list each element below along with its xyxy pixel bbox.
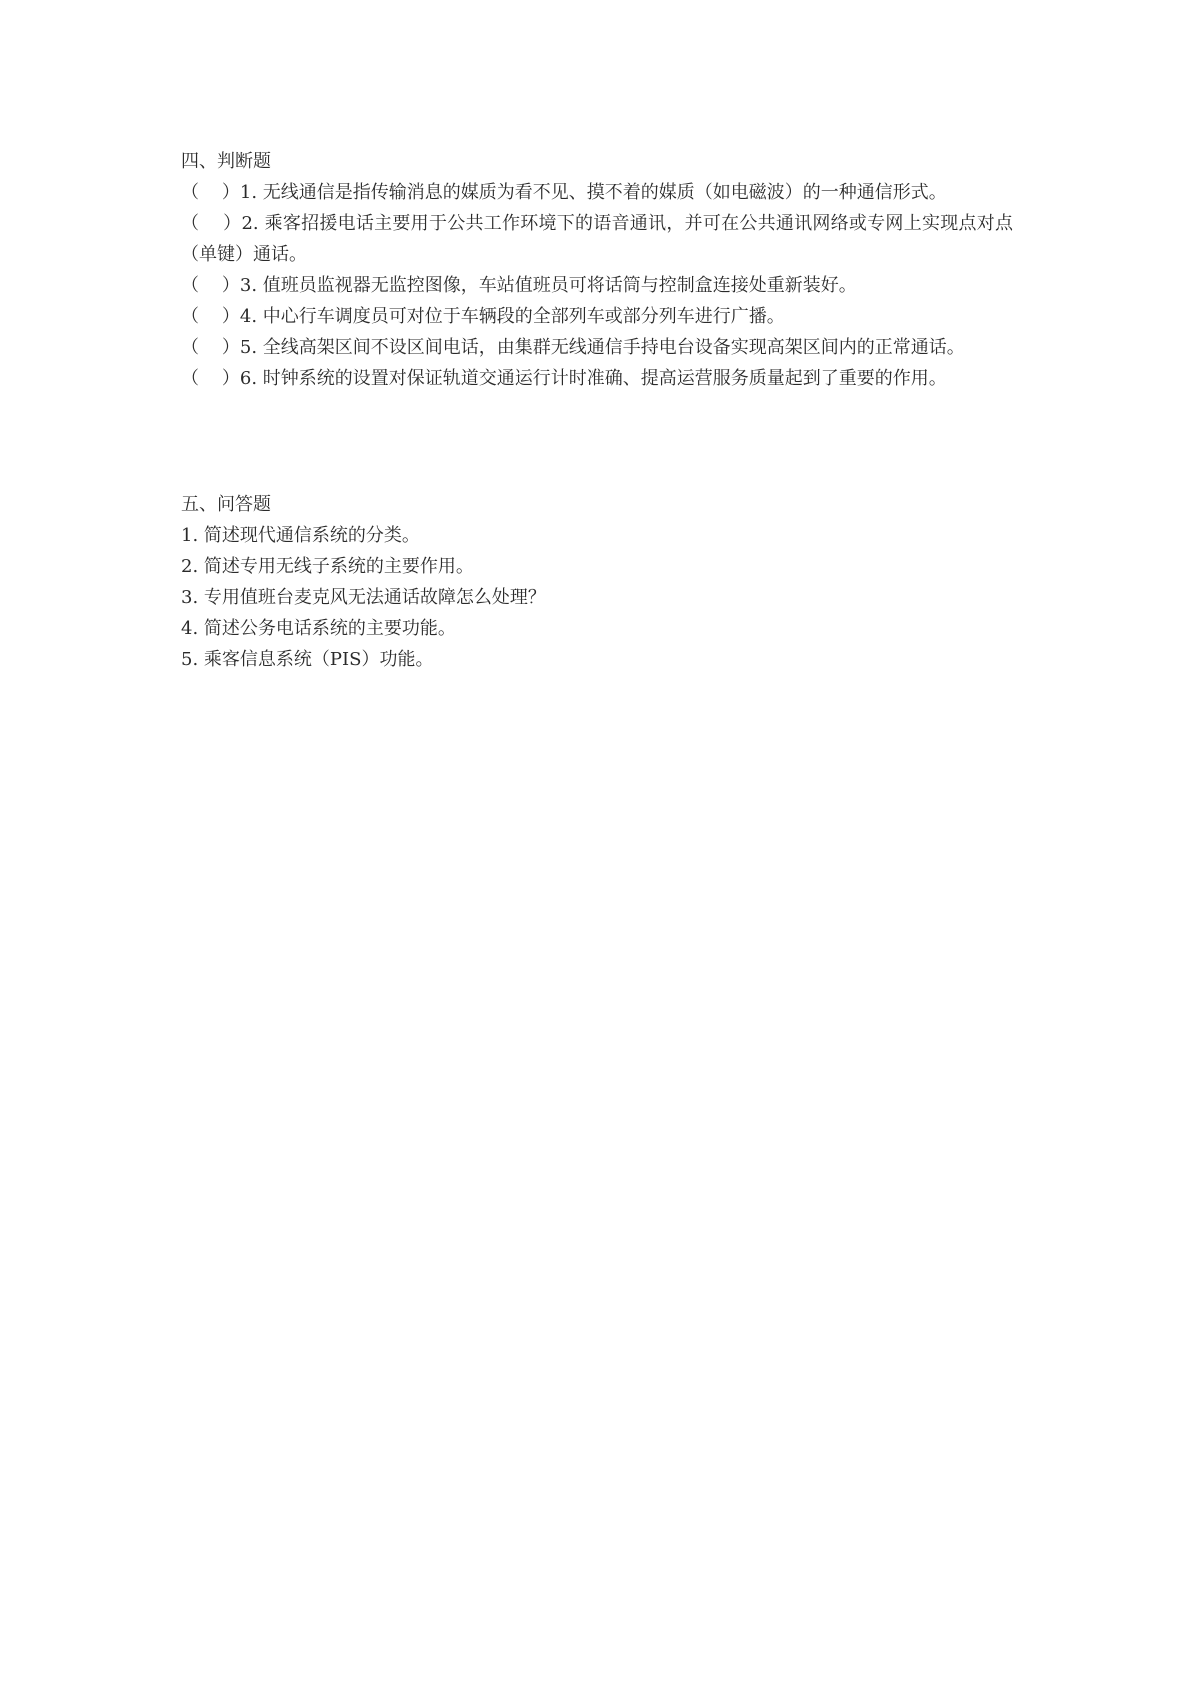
answer-blank[interactable]: （ ） — [181, 368, 240, 389]
judgment-item-1 — [181, 177, 1013, 208]
judgment-text: 2. 乘客招援电话主要用于公共工作环境下的语音通讯，并可在公共通讯网络或专网上实现点对点（单键）通话。 — [181, 213, 1013, 265]
judgment-text: 1. 无线通信是指传输消息的媒质为看不见、摸不着的媒质（如电磁波）的一种通信形式。 — [239, 182, 947, 203]
question-item-1: 1. 简述现代通信系统的分类。 — [181, 525, 420, 546]
section-title: 五、问答题 — [181, 494, 271, 515]
judgment-item-2 — [181, 208, 1013, 270]
judgment-text: 6. 时钟系统的设置对保证轨道交通运行计时准确、提高运营服务质量起到了重要的作用。 — [239, 368, 947, 389]
judgment-item-6 — [181, 363, 1013, 394]
question-item-5: 5. 乘客信息系统（PIS）功能。 — [181, 649, 434, 670]
judgment-item-4 — [181, 301, 1013, 332]
answer-blank[interactable]: （ ） — [181, 337, 240, 358]
answer-blank[interactable]: （ ） — [181, 275, 240, 296]
question-item-2: 2. 简述专用无线子系统的主要作用。 — [181, 556, 474, 577]
answer-blank[interactable]: （ ） — [181, 306, 240, 327]
answer-blank[interactable]: （ ） — [181, 182, 240, 203]
document-page — [181, 146, 1013, 675]
judgment-text: 4. 中心行车调度员可对位于车辆段的全部列车或部分列车进行广播。 — [239, 306, 785, 327]
answer-blank[interactable]: （ ） — [181, 213, 242, 234]
judgment-text: 5. 全线高架区间不设区间电话，由集群无线通信手持电台设备实现高架区间内的正常通话。 — [239, 337, 965, 358]
judgment-item-3 — [181, 270, 1013, 301]
question-item-3: 3. 专用值班台麦克风无法通话故障怎么处理？ — [181, 587, 546, 608]
judgment-item-5 — [181, 332, 1013, 363]
question-item-4: 4. 简述公务电话系统的主要功能。 — [181, 618, 456, 639]
section-judgment — [181, 146, 1013, 394]
section-qa — [181, 489, 1013, 675]
judgment-text: 3. 值班员监视器无监控图像，车站值班员可将话筒与控制盒连接处重新装好。 — [239, 275, 857, 296]
section-title: 四、判断题 — [181, 151, 271, 172]
